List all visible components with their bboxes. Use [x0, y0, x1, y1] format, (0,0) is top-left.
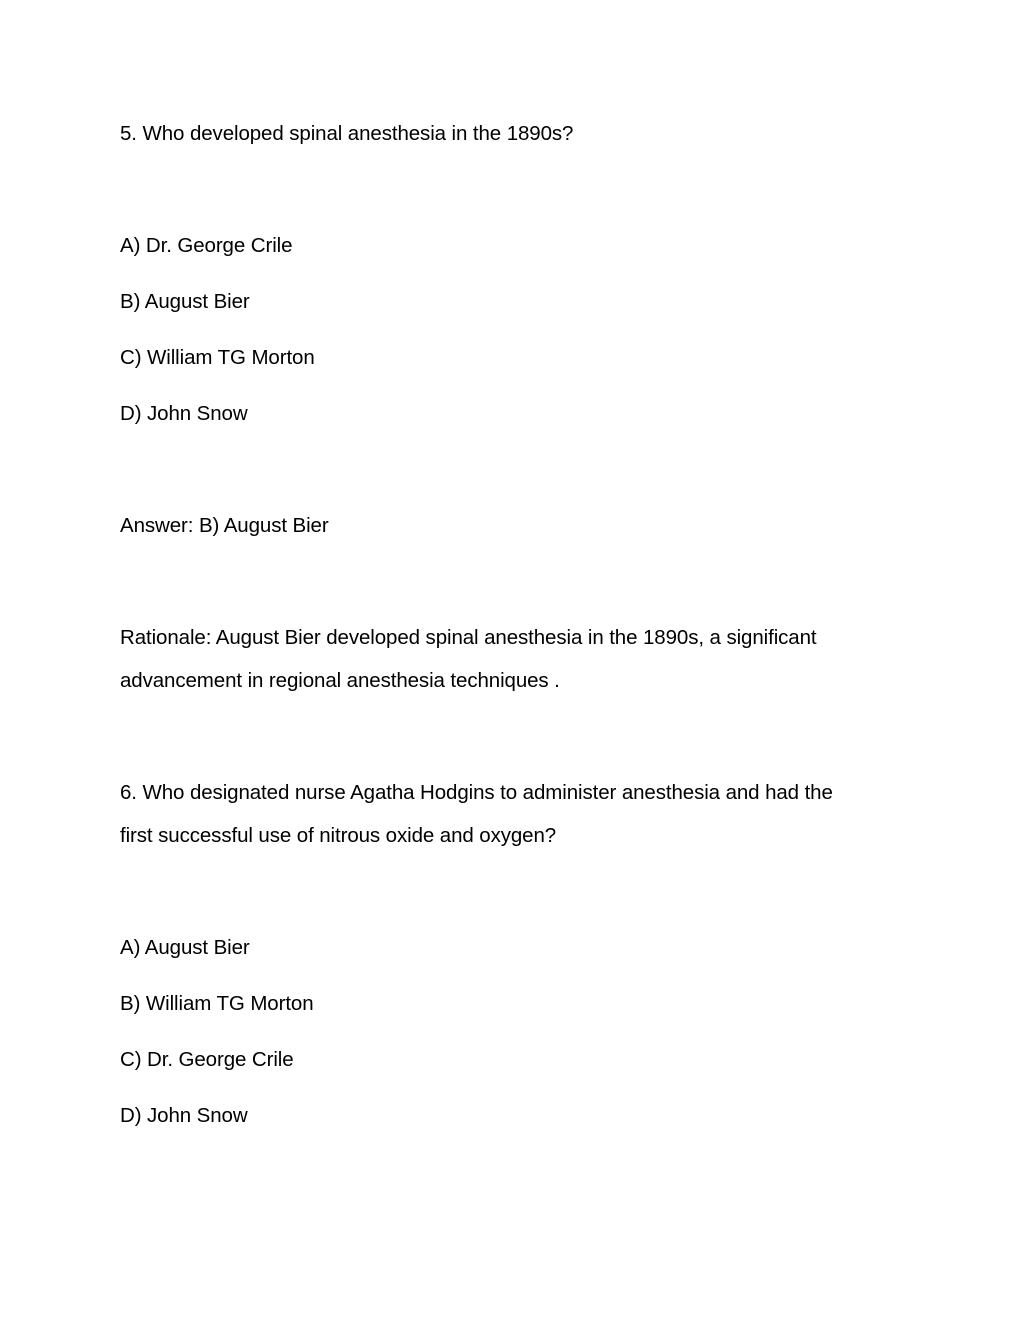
q6-option-b: B) William TG Morton: [120, 992, 314, 1015]
q5-rationale-line-2: advancement in regional anesthesia techniques .: [120, 669, 560, 692]
question-5-text: 5. Who developed spinal anesthesia in the 1890s?: [120, 122, 574, 145]
question-6-text-line-2: first successful use of nitrous oxide and oxygen?: [120, 824, 557, 847]
q5-answer: Answer: B) August Bier: [120, 514, 329, 537]
q6-option-d: D) John Snow: [120, 1104, 248, 1127]
q5-rationale-line-1: Rationale: August Bier developed spinal anesthesia in the 1890s, a significant: [120, 626, 817, 649]
q5-option-b: B) August Bier: [120, 290, 250, 313]
q5-option-c: C) William TG Morton: [120, 346, 315, 369]
q6-option-a: A) August Bier: [120, 936, 250, 959]
question-6-text-line-1: 6. Who designated nurse Agatha Hodgins to administer anesthesia and had the: [120, 781, 833, 804]
q5-option-d: D) John Snow: [120, 402, 248, 425]
q5-option-a: A) Dr. George Crile: [120, 234, 293, 257]
q6-option-c: C) Dr. George Crile: [120, 1048, 294, 1071]
